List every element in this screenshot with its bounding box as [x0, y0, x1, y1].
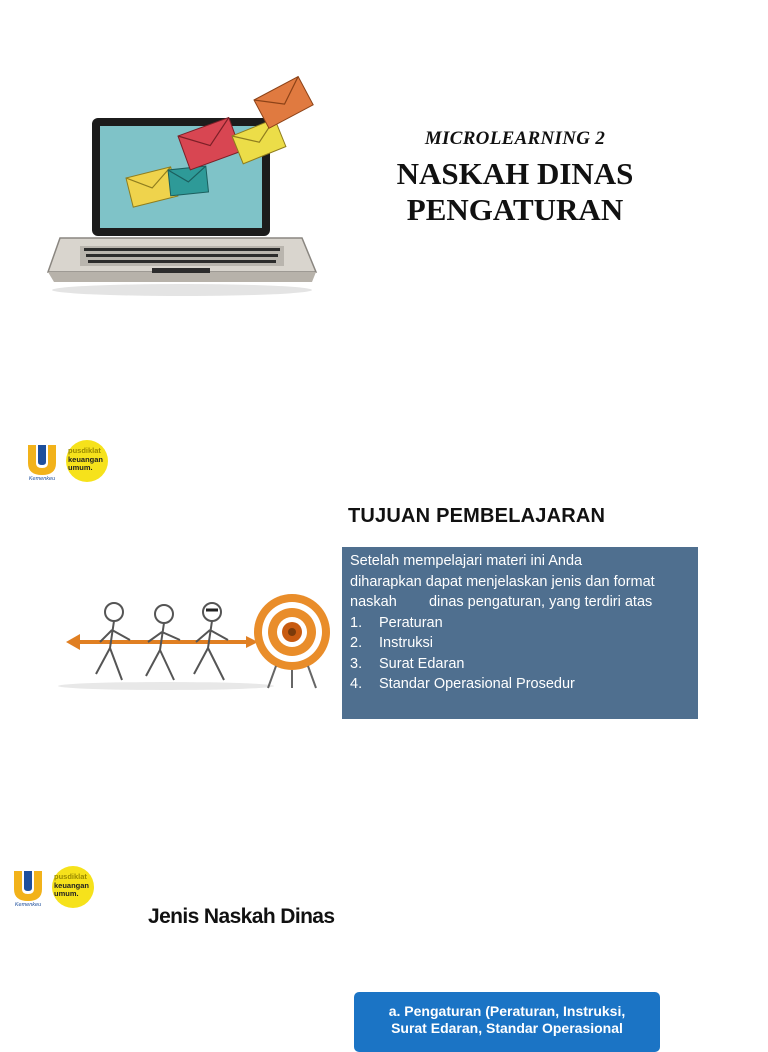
institution-logos	[10, 866, 94, 908]
pusdiklat-line1: pusdiklat	[54, 872, 87, 881]
objectives-intro-line2: diharapkan dapat menjelaskan jenis dan format	[350, 573, 655, 590]
team-target-illustration	[56, 588, 336, 694]
list-item-label: Standar Operasional Prosedur	[379, 676, 575, 692]
list-item-number: 4.	[350, 676, 363, 692]
kemenkeu-logo	[10, 867, 46, 907]
list-item-label: Surat Edaran	[379, 655, 465, 672]
kemenkeu-caption: Kemenkeu	[14, 902, 42, 908]
category-pengaturan-tab[interactable]	[354, 992, 660, 1052]
microlearning-label: MICROLEARNING 2	[424, 128, 606, 149]
cover-title-block	[360, 128, 670, 228]
list-item	[350, 633, 690, 654]
kemenkeu-logo	[24, 441, 60, 481]
learning-objectives-box	[342, 547, 698, 719]
cover-title-line2: PENGATURAN	[406, 192, 624, 227]
list-item	[350, 654, 690, 675]
pusdiklat-logo	[52, 866, 94, 908]
pusdiklat-logo	[66, 440, 108, 482]
pusdiklat-line2: keuangan	[54, 880, 90, 890]
objectives-intro-line3: naskah dinas pengaturan, yang terdiri atas	[350, 594, 653, 610]
laptop-email-illustration	[40, 78, 330, 300]
list-item-number: 1.	[350, 614, 363, 631]
list-item-number: 3.	[350, 655, 363, 672]
document-types-heading: Jenis Naskah Dinas	[148, 905, 335, 928]
institution-logos	[24, 440, 108, 482]
list-item	[350, 674, 690, 695]
objectives-list	[350, 613, 690, 695]
objectives-intro-line1: Setelah mempelajari materi ini Anda	[350, 553, 583, 569]
list-item	[350, 613, 690, 634]
kemenkeu-caption: Kemenkeu	[28, 476, 56, 482]
category-tab-line1: a. Pengaturan (Peraturan, Instruksi,	[388, 1003, 626, 1019]
cover-title	[360, 156, 670, 228]
list-item-number: 2.	[350, 635, 363, 651]
category-tab-line2: Surat Edaran, Standar Operasional	[391, 1020, 623, 1036]
list-item-label: Instruksi	[379, 635, 433, 651]
pusdiklat-line3: umum.	[68, 463, 93, 472]
cover-title-line1: NASKAH DINAS	[396, 156, 634, 191]
pusdiklat-line2: keuangan	[68, 454, 104, 464]
list-item-label: Peraturan	[379, 614, 443, 631]
pusdiklat-line3: umum.	[54, 889, 79, 898]
learning-objectives-heading: TUJUAN PEMBELAJARAN	[348, 505, 606, 527]
pusdiklat-line1: pusdiklat	[68, 446, 101, 455]
